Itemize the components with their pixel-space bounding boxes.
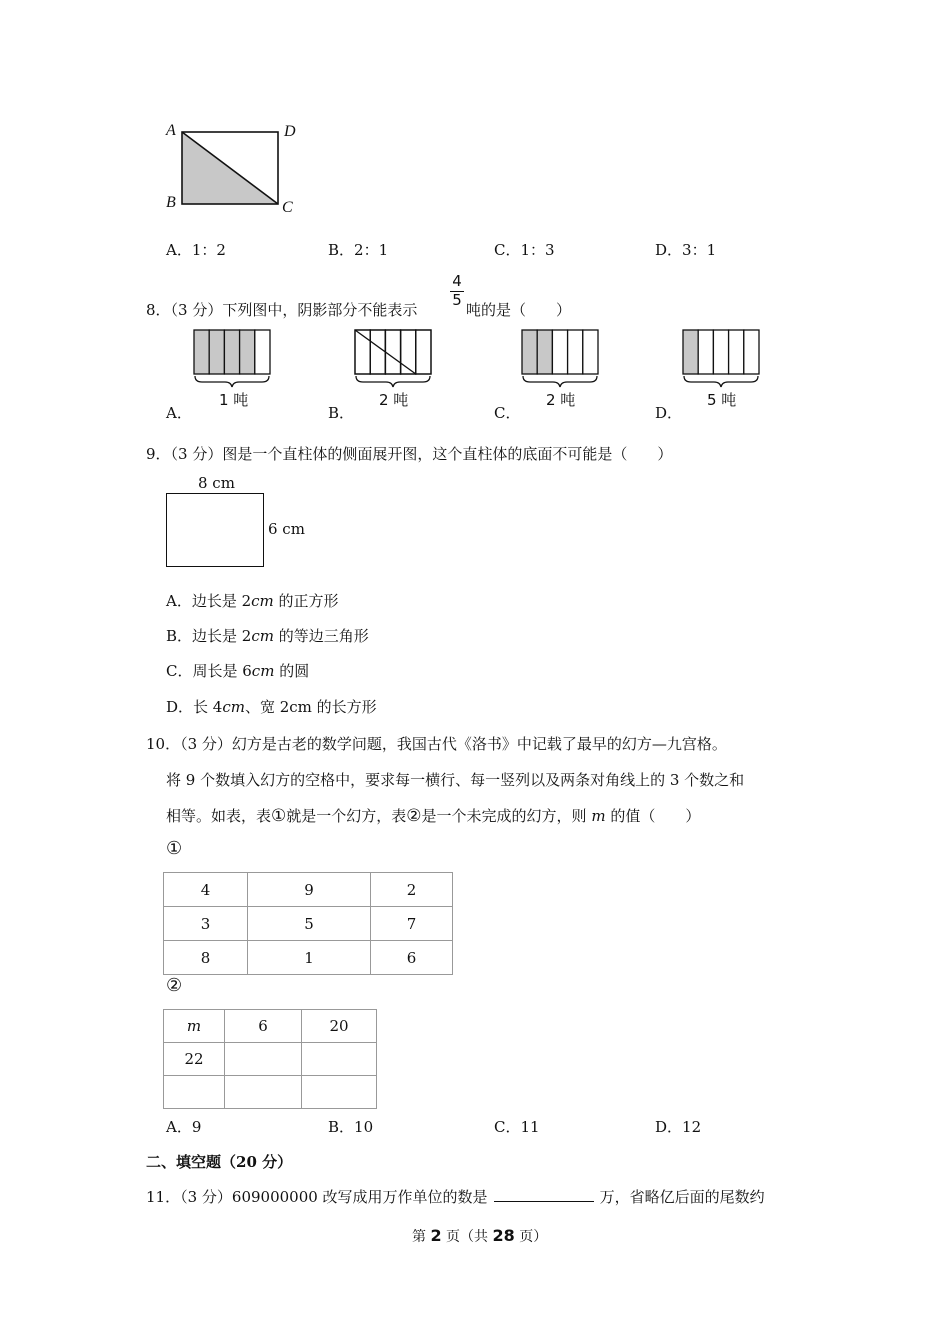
table-cell [164,1076,225,1109]
option-text: 、宽 2cm 的长方形 [244,698,377,716]
option-letter: B． [166,627,193,645]
table-row [164,1010,377,1043]
table-cell [225,1043,302,1076]
q8-stem-prefix: 8．（3 分）下列图中，阴影部分不能表示 [146,301,418,319]
brace [195,376,269,387]
option-text: 的等边三角形 [273,627,369,645]
q8-option-a-figure[interactable] [190,328,274,388]
segment [552,330,567,374]
option-unit: cm [222,698,245,716]
table-1-label: ① [166,838,183,859]
option-unit: cm [251,662,275,680]
q9-option-a[interactable] [166,590,339,611]
table-cell: 7 [371,907,453,941]
q9-width-label: 8 cm [198,474,235,492]
option-unit: cm [251,627,274,645]
q8-option-d-figure[interactable] [679,328,763,388]
table-cell: 1 [248,941,371,975]
q10-option-c[interactable]: C．11 [494,1118,540,1136]
table-cell: 3 [164,907,248,941]
magic-square-table-2 [163,1009,377,1109]
q10-line-1: 10．（3 分）幻方是古老的数学问题，我国古代《洛书》中记载了最早的幻方—九宫格。 [146,735,727,753]
table-cell [225,1076,302,1109]
q9-option-c[interactable] [166,660,309,681]
q8-option-d-letter[interactable]: D． [655,404,683,422]
vertex-label-d: D [284,123,296,140]
q10-option-d[interactable]: D．12 [655,1118,702,1136]
bar-segments [355,330,431,374]
brace [684,376,758,387]
option-text: 边长是 2 [191,592,252,610]
option-text: 的正方形 [273,592,339,610]
option-text: 周长是 6 [192,662,252,680]
table-cell: 22 [164,1043,225,1076]
segment [583,330,598,374]
text: 的值（ ） [605,807,701,825]
q8-option-c-label: 2 吨 [546,391,576,409]
q10-option-a[interactable]: A．9 [166,1118,202,1136]
table-cell: 6 [371,941,453,975]
q9-height-label: 6 cm [268,520,305,538]
segment [568,330,583,374]
segment [416,330,431,374]
brace [356,376,430,387]
segment [385,330,400,374]
section-2-title: 二、填空题（20 分） [146,1153,293,1171]
q8-option-d-label: 5 吨 [707,391,737,409]
variable-m: m [591,807,606,825]
q8-fraction [450,272,464,309]
q10-option-b[interactable]: B．10 [328,1118,374,1136]
table-cell [302,1076,377,1109]
q9-option-d[interactable] [166,696,377,717]
shaded-segment [194,330,209,374]
circled-one: ① [271,806,287,826]
fraction-denominator: 5 [452,291,462,309]
segment [370,330,385,374]
q7-option-c[interactable]: C．1：3 [494,241,555,259]
q7-option-d[interactable]: D．3：1 [655,241,717,259]
shaded-segment [240,330,255,374]
q8-option-a-label: 1 吨 [219,391,249,409]
vertex-label-c: C [282,199,293,216]
bar-segments [683,330,759,374]
q7-option-a[interactable]: A．1：2 [166,241,226,259]
shaded-segment [522,330,537,374]
shaded-segment [224,330,239,374]
table-cell: 5 [248,907,371,941]
q11-stem [146,1186,765,1207]
table-cell: 4 [164,873,248,907]
q8-option-a-letter[interactable]: A． [166,404,192,422]
option-unit: cm [251,592,274,610]
page-footer [412,1226,547,1246]
option-text: 长 4 [193,698,223,716]
fraction-numerator: 4 [452,272,462,290]
q8-option-c-letter[interactable]: C． [494,404,521,422]
segment [255,330,270,374]
vertex-label-b: B [166,194,176,211]
option-text: 的圆 [274,662,310,680]
bar-segments [194,330,270,374]
total-pages: 28 [492,1226,515,1245]
q7-option-b[interactable]: B．2：1 [328,241,389,259]
text: 就是一个幻方，表 [286,807,407,825]
bar-segments [522,330,598,374]
q8-option-b-figure[interactable] [351,328,435,388]
table-cell: 20 [302,1010,377,1043]
segment [744,330,759,374]
segment [401,330,416,374]
answer-blank[interactable] [494,1187,594,1202]
table-row [164,1076,377,1109]
option-letter: D． [166,698,194,716]
brace [523,376,597,387]
shaded-segment [537,330,552,374]
segment [729,330,744,374]
vertex-label-a: A [166,122,176,139]
text: 万，省略亿后面的尾数约 [599,1188,765,1206]
table-cell: 2 [371,873,453,907]
text: 相等。如表，表 [166,807,272,825]
table-row [164,941,453,975]
segment [698,330,713,374]
table-2-label: ② [166,975,183,996]
q10-line-2: 将 9 个数填入幻方的空格中，要求每一横行、每一竖列以及两条对角线上的 3 个数之和 [166,771,745,789]
q8-option-b-letter[interactable]: B． [328,404,355,422]
segment [355,330,370,374]
q9-stem: 9．（3 分）图是一个直柱体的侧面展开图，这个直柱体的底面不可能是（ ） [146,445,673,463]
q9-rectangle [166,493,264,567]
shaded-segment [209,330,224,374]
circled-two: ② [406,806,422,826]
shaded-segment [683,330,698,374]
option-letter: C． [166,662,193,680]
text: 页（共 [441,1229,493,1245]
q8-option-c-figure[interactable] [518,328,602,388]
q8-option-b-label: 2 吨 [379,391,409,409]
q8-stem-suffix: 吨的是（ ） [466,301,572,319]
text: 第 [412,1229,431,1245]
table-cell: 9 [248,873,371,907]
q9-option-b[interactable] [166,625,369,646]
q10-line-3 [166,805,700,826]
table-cell: m [164,1010,225,1043]
table-cell: 8 [164,941,248,975]
segment [713,330,728,374]
text: 11．（3 分）609000000 改写成用万作单位的数是 [146,1188,488,1206]
text: 页） [514,1229,548,1245]
table-row [164,1043,377,1076]
page-number: 2 [430,1226,442,1245]
magic-square-table-1 [163,872,453,975]
table-row [164,873,453,907]
table-cell: 6 [225,1010,302,1043]
table-cell [302,1043,377,1076]
option-text: 边长是 2 [192,627,252,645]
table-row [164,907,453,941]
option-letter: A． [166,592,192,610]
text: 是一个未完成的幻方，则 [421,807,592,825]
